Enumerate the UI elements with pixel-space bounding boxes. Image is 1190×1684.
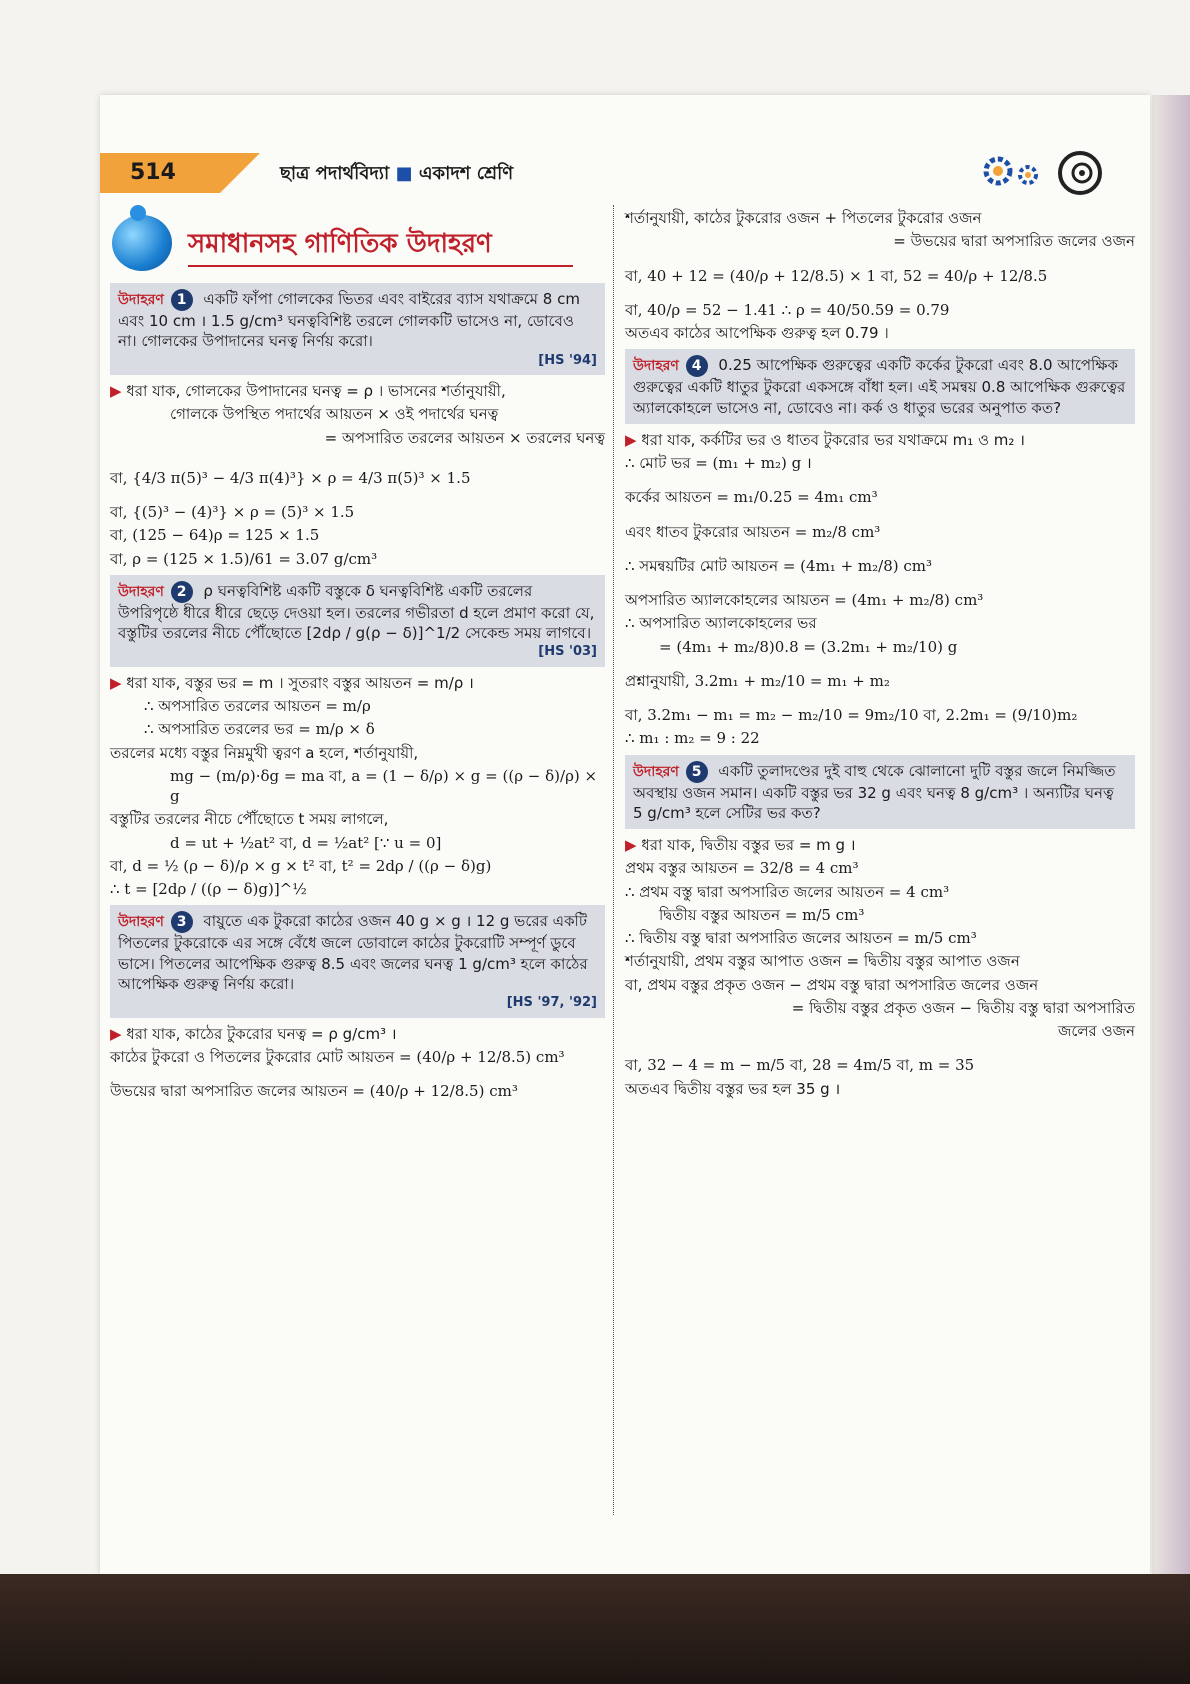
exam-reference: [HS '97, '92] [506, 995, 597, 1011]
example-label: উদাহরণ [633, 358, 679, 375]
solution-line: ধরা যাক, কর্কটির ভর ও ধাতব টুকরোর ভর যথাক্রমে m₁ ও m₂ । [641, 430, 1025, 449]
solution-line: বস্তুটির তরলের নীচে পৌঁছোতে t সময় লাগলে, [110, 810, 389, 829]
arrow-icon: ▶ [110, 382, 122, 401]
equation-line: বা, 40 + 12 = (40/ρ + 12/8.5) × 1 বা, 52 = 40/ρ + 12/8.5 [625, 266, 1048, 285]
exam-reference: [HS '94] [538, 352, 597, 368]
book-spine [1152, 95, 1190, 1575]
arrow-icon: ▶ [110, 1024, 122, 1043]
equation-line: d = ut + ½at² বা, d = ½at² [∵ u = 0] [170, 833, 442, 852]
equation-line: ∴ অপসারিত তরলের ভর = m/ρ × δ [144, 720, 375, 739]
solution-line: অতএব কাঠের আপেক্ষিক গুরুত্ব হল 0.79 । [625, 324, 889, 342]
equation-line: বা, 3.2m₁ − m₁ = m₂ − m₂/10 = 9m₂/10 বা, 2.2m₁ = (9/10)m₂ [625, 706, 1078, 724]
example-4-question [625, 349, 1135, 424]
section-banner [110, 205, 605, 275]
example-label: উদাহরণ [118, 914, 164, 931]
equation-line: বা, ρ = (125 × 1.5)/61 = 3.07 g/cm³ [110, 549, 378, 568]
example-label: উদাহরণ [118, 583, 164, 600]
example-3-question [110, 905, 605, 1017]
example-3-solution [110, 1024, 605, 1102]
example-5-question [625, 755, 1135, 830]
solution-line: গোলকে উপস্থিত পদার্থের আয়তন × ওই পদার্থের ঘনত্ব [170, 405, 499, 424]
solution-line: ধরা যাক, বস্তুর ভর = m । সুতরাং বস্তুর আয়তন = m/ρ । [126, 673, 474, 692]
example-1-solution [110, 381, 605, 569]
page-header [100, 153, 1150, 199]
book-page [100, 95, 1150, 1575]
equation-line: ∴ মোট ভর = (m₁ + m₂) g । [625, 454, 812, 472]
book-title: ছাত্র পদার্থবিদ্যা [280, 163, 390, 184]
equation-line: দ্বিতীয় বস্তুর আয়তন = m/5 cm³ [659, 905, 865, 924]
example-number: 4 [686, 355, 708, 377]
solution-line: বা, প্রথম বস্তুর প্রকৃত ওজন − প্রথম বস্তু দ্বারা অপসারিত জলের ওজন [625, 975, 1039, 994]
solution-line: জলের ওজন [1057, 1022, 1135, 1040]
example-5-solution [625, 835, 1135, 1099]
solution-line: শর্তানুযায়ী, প্রথম বস্তুর আপাত ওজন = দ্বিতীয় বস্তুর আপাত ওজন [625, 952, 1020, 971]
arrow-icon: ▶ [625, 430, 637, 449]
solution-line: শর্তানুযায়ী, কাঠের টুকরোর ওজন + পিতলের টুকরোর ওজন [625, 209, 982, 227]
example-1-question [110, 283, 605, 375]
equation-line: অপসারিত অ্যালকোহলের আয়তন = (4m₁ + m₂/8) cm³ [625, 591, 984, 609]
example-number: 5 [686, 761, 708, 783]
header-title [280, 159, 513, 190]
example-text: একটি তুলাদণ্ডের দুই বাহু থেকে ঝোলানো দুটি বস্তুর জলে নিমজ্জিত অবস্থায় ওজন সমান। একটি বস্তুর ভর 32 g এবং ঘনত্ব 8 g/cm³ । অন্যটির ঘনত্ব 5 g/cm³ হলে সেটির ভর কত? [633, 761, 1116, 822]
example-4-solution [625, 430, 1135, 749]
bubble-icon [112, 215, 172, 271]
equation-line: mg − (m/ρ)·δg = ma বা, a = (1 − δ/ρ) × g = ((ρ − δ)/ρ) × g [170, 766, 598, 806]
equation-line: বা, 32 − 4 = m − m/5 বা, 28 = 4m/5 বা, m = 35 [625, 1056, 975, 1075]
example-text: ρ ঘনত্ববিশিষ্ট একটি বস্তুকে δ ঘনত্ববিশিষ্ট একটি তরলের উপরিপৃষ্ঠে ধীরে ধীরে ছেড়ে দেওয়া হল। তরলের গভীরতা d হলে প্রমাণ করো যে, বস্তুটির তরলের নীচে পৌঁছোতে [2dρ / g(ρ − δ)]^1/2 সেকেন্ড সময় লাগবে। [118, 581, 595, 643]
equation-line: = (4m₁ + m₂/8)0.8 = (3.2m₁ + m₂/10) g [659, 637, 958, 656]
table-surface [0, 1574, 1190, 1684]
equation-line: ∴ অপসারিত অ্যালকোহলের ভর [625, 614, 817, 633]
solution-line: তরলের মধ্যে বস্তুর নিম্নমুখী ত্বরণ a হলে, শর্তানুযায়ী, [110, 743, 419, 762]
equation-line: বা, d = ½ (ρ − δ)/ρ × g × t² বা, t² = 2dρ / ((ρ − δ)g) [110, 856, 492, 875]
equation-line: ∴ অপসারিত তরলের আয়তন = m/ρ [144, 697, 371, 716]
page-number: 514 [100, 153, 220, 193]
column-divider [613, 205, 615, 1515]
page-number-tab [220, 153, 260, 193]
equation-line: উভয়ের দ্বারা অপসারিত জলের আয়তন = (40/ρ + 12/8.5) cm³ [110, 1082, 518, 1101]
equation-line: ∴ দ্বিতীয় বস্তু দ্বারা অপসারিত জলের আয়তন = m/5 cm³ [625, 929, 977, 947]
arrow-icon: ▶ [110, 673, 122, 692]
small-bubble-icon [130, 205, 146, 221]
example-2-question [110, 575, 605, 667]
solution-line: ধরা যাক, কাঠের টুকরোর ঘনত্ব = ρ g/cm³ । [126, 1024, 397, 1043]
equation-line: বা, {4/3 π(5)³ − 4/3 π(4)³} × ρ = 4/3 π(5)³ × 1.5 [110, 468, 471, 487]
equation-line: প্রশ্নানুযায়ী, 3.2m₁ + m₂/10 = m₁ + m₂ [625, 671, 890, 690]
example-number: 3 [171, 911, 193, 933]
solution-line: ধরা যাক, দ্বিতীয় বস্তুর ভর = m g । [641, 836, 856, 854]
section-underline [188, 265, 573, 267]
equation-line: ∴ m₁ : m₂ = 9 : 22 [625, 729, 760, 748]
example-text: 0.25 আপেক্ষিক গুরুত্বের একটি কর্কের টুকরো এবং 8.0 আপেক্ষিক গুরুত্বের একটি ধাতুর টুকরো একসঙ্গে বাঁধা হল। এই সমন্বয় 0.8 আপেক্ষিক গুরুত্বের অ্যালকোহলে ভাসেও না, ডোবেও না। কর্ক ও ধাতুর ভরের অনুপাত কত? [633, 356, 1126, 417]
equation-line: কাঠের টুকরো ও পিতলের টুকরোর মোট আয়তন = (40/ρ + 12/8.5) cm³ [110, 1047, 565, 1066]
equation-line: প্রথম বস্তুর আয়তন = 32/8 = 4 cm³ [625, 859, 859, 878]
section-title: সমাধানসহ গাণিতিক উদাহরণ [188, 229, 492, 259]
class-title: একাদশ শ্রেণি [418, 163, 514, 184]
equation-line: এবং ধাতব টুকরোর আয়তন = m₂/8 cm³ [625, 522, 881, 541]
solution-line: = উভয়ের দ্বারা অপসারিত জলের ওজন [893, 232, 1135, 251]
equation-line: ∴ প্রথম বস্তু দ্বারা অপসারিত জলের আয়তন = 4 cm³ [625, 882, 950, 901]
equation-line: বা, (125 − 64)ρ = 125 × 1.5 [110, 526, 320, 545]
equation-line: বা, {(5)³ − (4)³} × ρ = (5)³ × 1.5 [110, 503, 355, 522]
equation-line: বা, 40/ρ = 52 − 1.41 ∴ ρ = 40/50.59 = 0.79 [625, 300, 950, 319]
equation-line: ∴ t = [2dρ / ((ρ − δ)g)]^½ [110, 880, 307, 899]
example-text: একটি ফাঁপা গোলকের ভিতর এবং বাইরের ব্যাস যথাক্রমে 8 cm এবং 10 cm । 1.5 g/cm³ ঘনত্ববিশিষ্ট তরলে গোলকটি ভাসেও না, ডোবেও না। গোলকের উপাদানের ঘনত্ব নির্ণয় করো। [118, 290, 580, 351]
solution-line: = অপসারিত তরলের আয়তন × তরলের ঘনত্ব [324, 428, 605, 447]
left-column [110, 205, 605, 1104]
solution-line: ধরা যাক, গোলকের উপাদানের ঘনত্ব = ρ । ভাসনের শর্তানুযায়ী, [126, 382, 506, 401]
example-2-solution [110, 673, 605, 900]
example-number: 2 [171, 581, 193, 603]
example-number: 1 [171, 289, 193, 311]
example-text: বায়ুতে এক টুকরো কাঠের ওজন 40 g × g । 12 g ভরের একটি পিতলের টুকরোকে এর সঙ্গে বেঁধে জলে ডোবালে কাঠের টুকরোটি সম্পূর্ণ ডুবে ভাসে। পিতলের আপেক্ষিক গুরুত্ব 8.5 এবং জলের ঘনত্ব 1 g/cm³ হলে কাঠের আপেক্ষিক গুরুত্ব নির্ণয় করো। [118, 912, 588, 993]
example-label: উদাহরণ [633, 763, 679, 780]
solution-line: অতএব দ্বিতীয় বস্তুর ভর হল 35 g । [625, 1079, 841, 1098]
header-separator: ■ [395, 163, 413, 184]
example-label: উদাহরণ [118, 292, 164, 308]
example-3-continued [625, 208, 1135, 343]
gear-head-icon [980, 149, 1110, 197]
solution-line: = দ্বিতীয় বস্তুর প্রকৃত ওজন − দ্বিতীয় বস্তু দ্বারা অপসারিত [791, 998, 1135, 1017]
equation-line: কর্কের আয়তন = m₁/0.25 = 4m₁ cm³ [625, 488, 878, 507]
right-column [625, 205, 1135, 1102]
exam-reference: [HS '03] [538, 644, 597, 660]
arrow-icon: ▶ [625, 836, 637, 854]
equation-line: ∴ সমন্বয়টির মোট আয়তন = (4m₁ + m₂/8) cm³ [625, 556, 933, 575]
